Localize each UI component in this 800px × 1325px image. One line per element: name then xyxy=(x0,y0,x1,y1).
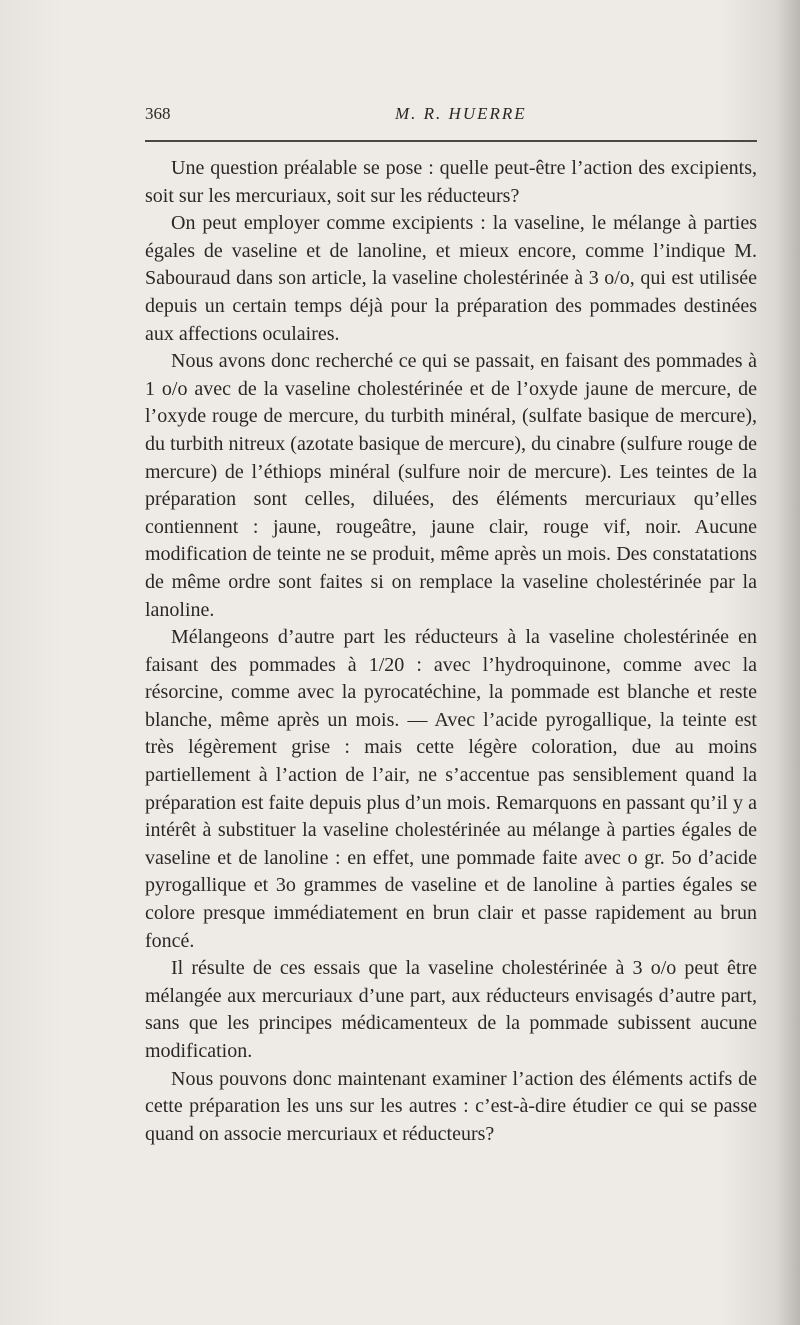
header-rule xyxy=(145,140,757,142)
paragraph-resultat: Il résulte de ces essais que la vaseline cholestérinée à 3 o/o peut être mélangée aux mercuriaux d’une part, aux réducteurs envisagés d’autre part, sans que les principes médicamenteux de la pommade subissent aucune modification. xyxy=(145,957,757,1062)
paragraph-conclusion: Nous pouvons donc maintenant examiner l’action des éléments actifs de cette préparation les uns sur les autres : c’est-à-dire étudier ce qui se passe quand on associe mercuriaux et réducteurs? xyxy=(145,1067,757,1145)
paragraph-reducteurs: Mélangeons d’autre part les réducteurs à la vaseline cholestérinée en faisant des pommades à 1/20 : avec l’hydroquinone, comme avec la résorcine, comme avec la pyrocatéchine, la pommade est blanche et reste blanche, même après un mois. — Avec l’acide pyrogallique, la teinte est très légèrement grise : mais cette légère coloration, due au moins partiellement à l’action de l’air, ne s’accentue pas sensiblement quand la préparation est faite depuis plus d’un mois. Remarquons en passant qu’il y a intérêt à substituer la vaseline cholestérinée au mélange à parties égales de vaseline et de lanoline : en effet, une pommade faite avec o gr. 5o d’acide pyrogallique et 3o grammes de vaseline et de lanoline à parties égales se colore presque immédiatement en brun clair et passe rapidement au brun foncé. xyxy=(145,626,757,952)
paragraph-question: Une question préalable se pose : quelle peut-être l’action des excipients, soit sur les mercuriaux, soit sur les réducteurs? xyxy=(145,157,757,207)
running-head: M. R. HUERRE xyxy=(395,104,527,123)
paragraph-mercuriaux: Nous avons donc recherché ce qui se passait, en faisant des pommades à 1 o/o avec de la vaseline cholestérinée et de l’oxyde jaune de mercure, de l’oxyde rouge de mercure, du turbith minéral, (sulfate basique de mercure), du turbith nitreux (azotate basique de mercure), du cinabre (sulfure rouge de mercure) de l’éthiops minéral (sulfure noir de mercure). Les teintes de la préparation sont celles, diluées, des éléments mercuriaux qu’elles contiennent : jaune, rougeâtre, jaune clair, rouge vif, noir. Aucune modification de teinte ne se produit, même après un mois. Des constatations de même ordre sont faites si on remplace la vaseline cholestérinée par la lanoline. xyxy=(145,350,757,621)
paragraph-excipients: On peut employer comme excipients : la vaseline, le mélange à parties égales de vaseline et de lanoline, et mieux encore, comme l’indique M. Sabouraud dans son article, la vaseline cholestérinée à 3 o/o, qui est utilisée depuis un certain temps déjà pour la préparation des pommades destinées aux affections oculaires. xyxy=(145,212,757,345)
page-number: 368 xyxy=(145,104,171,123)
page-header xyxy=(145,104,755,128)
body-text xyxy=(145,155,757,1148)
